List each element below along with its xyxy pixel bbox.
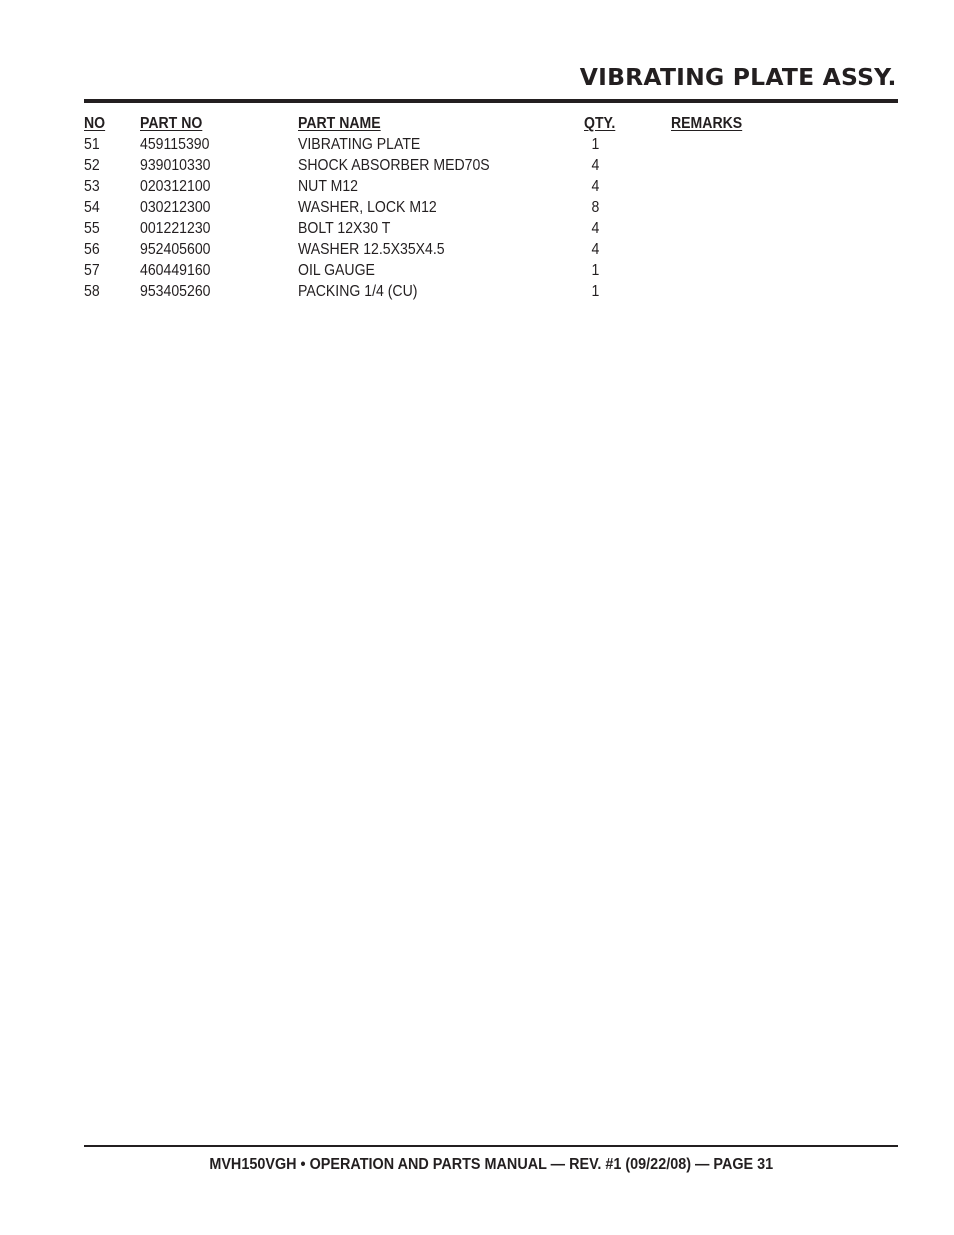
page-footer bbox=[84, 1153, 898, 1177]
footer-text: MVH150VGH • OPERATION AND PARTS MANUAL — REV. #1 (09/22/08) — PAGE 31 bbox=[209, 1156, 773, 1173]
footer-divider bbox=[84, 1145, 898, 1147]
cell-qty: 4 bbox=[591, 241, 600, 258]
cell-part-no: 020312100 bbox=[140, 178, 211, 195]
cell-part-no: 001221230 bbox=[140, 220, 211, 237]
title-divider bbox=[84, 99, 898, 103]
table-row bbox=[84, 260, 784, 281]
cell-no: 56 bbox=[84, 241, 100, 258]
table-row bbox=[84, 218, 784, 239]
parts-table bbox=[84, 113, 784, 302]
cell-no: 57 bbox=[84, 262, 100, 279]
table-row bbox=[84, 134, 784, 155]
table-row bbox=[84, 176, 784, 197]
cell-part-no: 939010330 bbox=[140, 157, 211, 174]
cell-part-name: WASHER 12.5X35X4.5 bbox=[298, 241, 445, 258]
cell-part-name: NUT M12 bbox=[298, 178, 358, 195]
cell-part-no: 030212300 bbox=[140, 199, 211, 216]
cell-qty: 1 bbox=[591, 262, 600, 279]
cell-no: 58 bbox=[84, 283, 100, 300]
table-header-row bbox=[84, 113, 784, 134]
column-header-part-name: PART NAME bbox=[298, 115, 381, 132]
cell-part-name: OIL GAUGE bbox=[298, 262, 375, 279]
cell-part-no: 459115390 bbox=[140, 136, 210, 153]
column-header-no: NO bbox=[84, 115, 106, 132]
cell-qty: 4 bbox=[591, 220, 600, 237]
cell-part-no: 952405600 bbox=[140, 241, 211, 258]
cell-part-name: SHOCK ABSORBER MED70S bbox=[298, 157, 490, 174]
page-title: VIBRATING PLATE ASSY. bbox=[580, 65, 897, 91]
cell-part-name: WASHER, LOCK M12 bbox=[298, 199, 437, 216]
cell-part-name: PACKING 1/4 (CU) bbox=[298, 283, 418, 300]
cell-qty: 1 bbox=[591, 136, 600, 153]
cell-part-name: VIBRATING PLATE bbox=[298, 136, 421, 153]
cell-no: 54 bbox=[84, 199, 100, 216]
cell-no: 55 bbox=[84, 220, 100, 237]
cell-part-name: BOLT 12X30 T bbox=[298, 220, 391, 237]
table-row bbox=[84, 239, 784, 260]
column-header-remarks: REMARKS bbox=[671, 115, 743, 132]
cell-part-no: 460449160 bbox=[140, 262, 211, 279]
cell-qty: 8 bbox=[591, 199, 600, 216]
cell-qty: 4 bbox=[591, 178, 600, 195]
cell-no: 51 bbox=[84, 136, 100, 153]
cell-qty: 1 bbox=[591, 283, 600, 300]
cell-part-no: 953405260 bbox=[140, 283, 211, 300]
cell-no: 52 bbox=[84, 157, 100, 174]
table-row bbox=[84, 281, 784, 302]
table-row bbox=[84, 197, 784, 218]
column-header-part-no: PART NO bbox=[140, 115, 203, 132]
cell-no: 53 bbox=[84, 178, 100, 195]
table-row bbox=[84, 155, 784, 176]
column-header-qty: QTY. bbox=[584, 115, 616, 132]
cell-qty: 4 bbox=[591, 157, 600, 174]
